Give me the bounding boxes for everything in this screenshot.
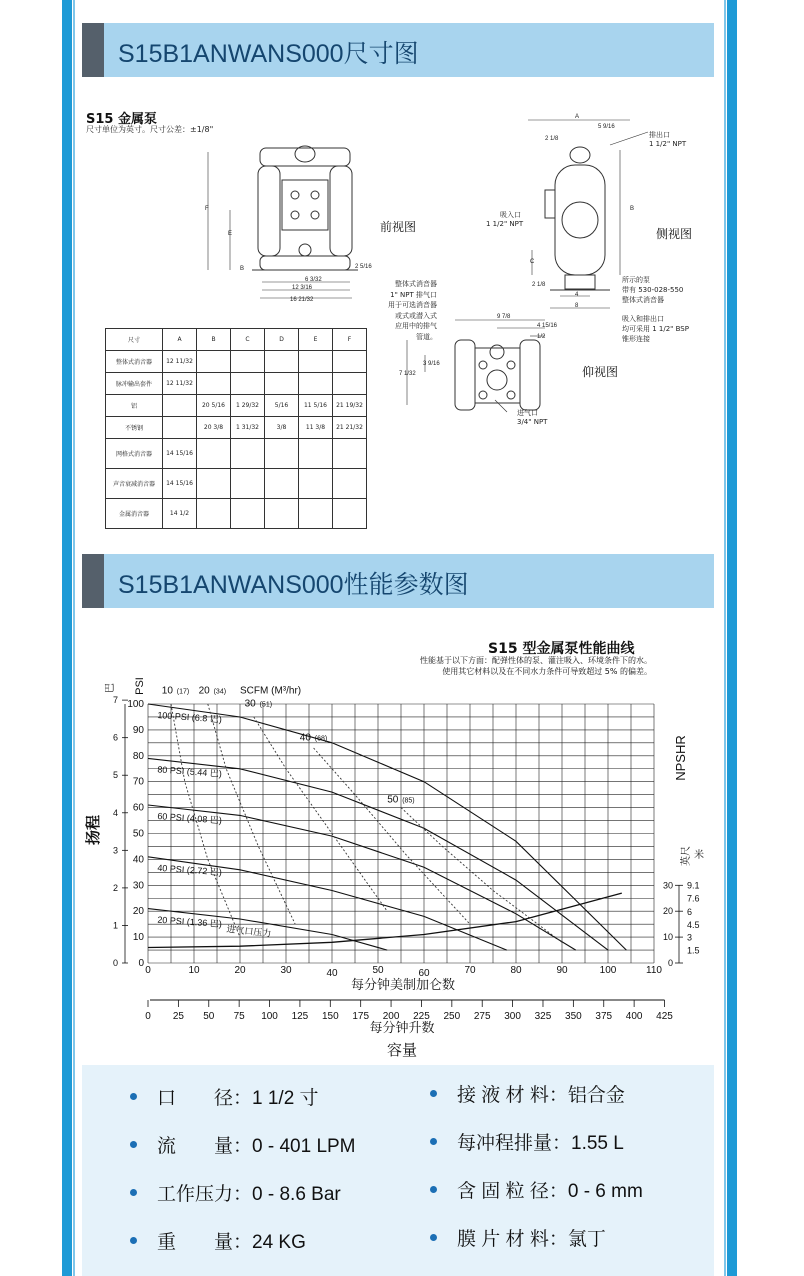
y-tick-label-bar: 5 [112, 770, 118, 781]
air-consumption-curve [314, 748, 470, 924]
table-row [106, 395, 367, 417]
specs-panel [82, 1065, 714, 1276]
table-cell: 网格式消音器 [106, 439, 163, 469]
spec-value: 0 - 401 LPM [252, 1136, 356, 1157]
dim-label-4: 4 [575, 292, 579, 298]
table-cell [299, 439, 333, 469]
bsp-note-line: 锥形连接 [622, 335, 650, 343]
muffler-note-line: 或式或潜入式 [395, 311, 437, 320]
y-tick-label-psi: 20 [132, 906, 144, 918]
dim-label-6-3-32: 6 3/32 [305, 277, 322, 283]
page-frame-right [727, 0, 737, 1276]
table-cell: 11 3/8 [299, 417, 333, 439]
page-frame-left [62, 0, 72, 1276]
dim-label-a: A [575, 114, 580, 120]
bullet-icon [130, 1141, 137, 1148]
dimension-subheading: 尺寸单位为英寸。尺寸公差：±1/8" [86, 125, 214, 134]
pump-note [622, 275, 683, 305]
muffler-note-line: 应用中的排气 [395, 322, 437, 330]
performance-chart [80, 670, 730, 1065]
pressure-curve-label: 40 PSI (2.72 巴) [157, 862, 223, 878]
dim-label-16-21-32: 16 21/32 [290, 297, 314, 303]
table-row [106, 417, 367, 439]
table-cell [333, 499, 367, 529]
muffler-note-line: 1" NPT 排气口 [390, 290, 437, 299]
chart-title: S15 型金属泵性能曲线 [488, 641, 635, 657]
muffler-note-line: 管道。 [416, 332, 437, 341]
npshr-tick-label-ft: 0 [667, 958, 673, 968]
dim-label-f: F [205, 206, 209, 212]
bullet-icon [430, 1186, 437, 1193]
table-cell [197, 373, 231, 395]
dim-label-1-2: 1/2 [537, 334, 546, 340]
x-tick-label-lpm: 275 [473, 1011, 491, 1022]
bullet-icon [130, 1093, 137, 1100]
table-header-cell: D [265, 329, 299, 351]
air-curve-label-metric: (17) [176, 688, 190, 696]
spec-value: 铝合金 [567, 1085, 625, 1106]
x-tick-label-gpm: 70 [464, 965, 476, 976]
x-tick-label-gpm: 100 [599, 965, 617, 976]
air-curve-label-metric: (68) [314, 735, 328, 743]
air-curve-label-metric: (51) [259, 701, 273, 709]
x-tick-label-gpm: 0 [145, 965, 151, 976]
spec-item [430, 1080, 625, 1107]
y-tick-label-bar: 2 [112, 882, 118, 893]
spec-key: 口 径： [157, 1088, 253, 1109]
x-tick-label-gpm: 40 [326, 968, 338, 979]
table-cell [163, 395, 197, 417]
dim-label-9-7-8: 9 7/8 [497, 314, 511, 320]
dim-label-c: C [530, 259, 535, 265]
y-unit-bar: 巴 [105, 683, 116, 693]
spec-item [430, 1176, 643, 1203]
npshr-tick-label-m: 6 [687, 907, 693, 918]
dim-label-2-1-8-bottom: 2 1/8 [532, 282, 546, 288]
x-tick-label-lpm: 100 [261, 1011, 278, 1022]
table-cell: 不锈钢 [106, 417, 163, 439]
spec-item [430, 1224, 606, 1251]
x-tick-label-gpm: 90 [556, 965, 568, 976]
spec-key: 膜 片 材 料： [457, 1229, 568, 1250]
x-tick-label-lpm: 125 [291, 1011, 309, 1022]
section-title: S15B1ANWANS000尺寸图 [118, 40, 419, 68]
dim-label-e: E [228, 231, 233, 237]
x-axis-title-lpm: 每分钟升数 [369, 1020, 435, 1035]
pressure-curve-label: 100 PSI (6.8 巴) [157, 710, 223, 725]
x-tick-label-lpm: 75 [233, 1011, 245, 1022]
dim-label-5-9-16: 5 9/16 [598, 124, 615, 130]
dim-label-3-9-16: 3 9/16 [423, 361, 440, 367]
x-tick-label-lpm: 225 [413, 1011, 430, 1022]
spec-key: 含 固 粒 径： [457, 1181, 568, 1202]
section-banner-performance [82, 554, 714, 608]
front-view-drawing [200, 140, 380, 310]
pressure-curve-label: 20 PSI (1.36 巴) [157, 914, 223, 930]
discharge-npt: 1 1/2" NPT [649, 140, 687, 148]
table-row [106, 439, 367, 469]
bullet-icon [430, 1234, 437, 1241]
spec-key: 工作压力： [157, 1184, 253, 1205]
npshr-tick-label-m: 3 [687, 932, 693, 943]
npshr-label: NPSHR [673, 735, 688, 781]
table-cell: 14 1/2 [163, 499, 197, 529]
spec-key: 重 量： [157, 1232, 253, 1253]
bsp-note-line: 吸入和排出口 [622, 315, 664, 323]
table-cell [333, 351, 367, 373]
table-cell: 铝 [106, 395, 163, 417]
table-cell [197, 351, 231, 373]
pressure-curve-label: 80 PSI (5.44 巴) [157, 764, 223, 779]
dim-label-side-b: B [630, 206, 635, 212]
y-tick-label-psi: 10 [132, 932, 144, 944]
dim-label-2-5-16: 2 5/16 [355, 264, 372, 270]
dim-label-b: B [240, 266, 245, 272]
table-cell [231, 351, 265, 373]
dimension-table [105, 328, 367, 529]
table-cell: 金属消音器 [106, 499, 163, 529]
suction-npt: 1 1/2" NPT [486, 220, 524, 228]
table-cell: 1 29/32 [231, 395, 265, 417]
table-row [106, 373, 367, 395]
muffler-note-line: 整体式消音器 [395, 280, 437, 288]
spec-value: 1.55 L [571, 1133, 624, 1154]
muffler-note-line: 用于可选消音器 [388, 301, 437, 309]
x-tick-label-gpm: 60 [418, 968, 430, 979]
table-row [106, 499, 367, 529]
x-tick-label-lpm: 200 [382, 1011, 400, 1022]
table-cell [231, 373, 265, 395]
banner-accent-bar [82, 23, 104, 77]
x-axis-title-gpm: 每分钟美制加仑数 [350, 977, 456, 992]
spec-key: 流 量： [157, 1136, 253, 1157]
air-curve-label-metric: (85) [402, 797, 415, 805]
table-header-cell: C [231, 329, 265, 351]
spec-value: 氯丁 [567, 1229, 606, 1250]
x-tick-label-lpm: 300 [504, 1011, 521, 1022]
dim-label-7-1-32: 7 1/32 [399, 371, 416, 377]
spec-value: 24 KG [252, 1232, 306, 1253]
x-tick-label-lpm: 375 [595, 1011, 613, 1022]
table-cell: 20 5/16 [197, 395, 231, 417]
x-tick-label-lpm: 425 [656, 1011, 673, 1022]
y-tick-label-psi: 70 [132, 776, 144, 788]
bsp-note-line: 均可采用 1 1/2" BSP [622, 325, 689, 333]
y-tick-label-psi: 60 [132, 802, 144, 814]
spec-key: 接 液 材 料： [457, 1085, 568, 1106]
x-tick-label-lpm: 400 [625, 1011, 643, 1022]
table-cell: 21 19/32 [333, 395, 367, 417]
table-cell [333, 439, 367, 469]
table-cell: 14 15/16 [163, 469, 197, 499]
table-cell: 声音衰减消音器 [106, 469, 163, 499]
spec-key: 每冲程排量： [457, 1133, 572, 1154]
table-header-cell: E [299, 329, 333, 351]
table-header-cell: A [163, 329, 197, 351]
side-view-label: 侧视图 [656, 227, 693, 241]
npshr-unit-ft: 英尺 [681, 846, 692, 866]
table-cell: 3/8 [265, 417, 299, 439]
x-tick-label-gpm: 10 [188, 965, 200, 976]
y-tick-label-bar: 4 [112, 807, 118, 818]
y-tick-label-bar: 0 [112, 958, 118, 968]
spec-item [130, 1131, 356, 1158]
x-tick-label-lpm: 150 [321, 1011, 339, 1022]
scfm-label: SCFM (M³/hr) [240, 685, 302, 697]
air-consumption-curve [254, 717, 387, 911]
pressure-curve-label: 60 PSI (4.08 巴) [157, 811, 223, 826]
spec-item [130, 1083, 319, 1110]
air-consumption-curve [208, 701, 295, 924]
npshr-tick-label-m: 1.5 [687, 945, 700, 956]
y-tick-label-psi: 50 [132, 828, 144, 840]
spec-value: 1 1/2 寸 [252, 1088, 319, 1109]
dim-label-4-15-16: 4 15/16 [537, 323, 558, 329]
air-curve-label: 10 [161, 685, 173, 697]
table-header-row [106, 329, 367, 351]
table-cell [197, 439, 231, 469]
table-cell: 5/16 [265, 395, 299, 417]
npshr-unit-m: 米 [694, 850, 704, 861]
air-curve-label: 30 [244, 698, 256, 710]
air-curve-label-metric: (34) [213, 688, 227, 696]
table-cell [265, 469, 299, 499]
bullet-icon [130, 1237, 137, 1244]
table-cell [265, 499, 299, 529]
section-banner-dimensions [82, 23, 714, 77]
dimension-heading: S15 金属泵 [86, 112, 157, 127]
x-tick-label-lpm: 25 [172, 1011, 184, 1022]
table-cell [265, 351, 299, 373]
y-tick-label-psi: 0 [138, 958, 144, 969]
table-cell: 21 21/32 [333, 417, 367, 439]
chart-note-2: 使用其它材料以及在不同水力条件可导致超过 5% 的偏差。 [442, 667, 652, 676]
table-cell [299, 469, 333, 499]
y-tick-label-psi: 100 [127, 699, 144, 710]
x-tick-label-gpm: 50 [372, 965, 384, 976]
x-tick-label-lpm: 50 [203, 1011, 215, 1022]
table-header-cell: B [197, 329, 231, 351]
table-cell [231, 439, 265, 469]
air-curve-label: 20 [198, 685, 210, 697]
table-cell [265, 373, 299, 395]
spec-value: 0 - 6 mm [567, 1181, 643, 1202]
npshr-tick-label-ft: 20 [662, 906, 673, 917]
chart-note-1: 性能基于以下方面：配弹性体的泵、灌注吸入、环境条件下的水。 [420, 656, 652, 665]
inlet-npt: 3/4" NPT [517, 418, 548, 426]
npshr-tick-label-ft: 30 [662, 880, 673, 891]
table-cell [231, 469, 265, 499]
table-row [106, 351, 367, 373]
table-cell [299, 499, 333, 529]
spec-value: 0 - 8.6 Bar [252, 1184, 341, 1205]
y-axis-title: 扬程 [85, 814, 102, 846]
table-cell: 20 3/8 [197, 417, 231, 439]
table-cell [197, 469, 231, 499]
table-cell [197, 499, 231, 529]
x-tick-label-gpm: 20 [234, 965, 246, 976]
dim-label-12-3-16: 12 3/16 [292, 285, 313, 291]
air-curve-label: 40 [299, 732, 311, 744]
pressure-curve [148, 701, 626, 950]
x-tick-label-gpm: 110 [646, 965, 662, 976]
table-header-cell: F [333, 329, 367, 351]
discharge-label: 排出口 [649, 131, 670, 139]
y-tick-label-psi: 30 [132, 880, 144, 892]
table-cell [333, 373, 367, 395]
suction-label: 吸入口 [500, 211, 521, 219]
pump-note-line: 整体式消音器 [622, 296, 664, 304]
npshr-tick-label-ft: 10 [662, 932, 673, 943]
bottom-view-drawing [395, 310, 570, 430]
x-tick-label-lpm: 350 [565, 1011, 582, 1022]
front-view-label: 前视图 [380, 220, 417, 234]
spec-item [130, 1179, 341, 1206]
inlet-label: 进气口 [517, 409, 538, 417]
table-header-cell: 尺寸 [106, 329, 163, 351]
spec-item [430, 1128, 624, 1155]
x-tick-label-lpm: 325 [534, 1011, 552, 1022]
y-tick-label-psi: 90 [132, 724, 144, 736]
y-unit-psi: PSI [134, 677, 146, 695]
npshr-tick-label-m: 9.1 [687, 880, 700, 891]
table-cell [299, 351, 333, 373]
y-tick-label-bar: 3 [112, 845, 118, 856]
npshr-tick-label-m: 7.6 [687, 893, 700, 904]
bottom-view-label: 仰视图 [582, 365, 619, 379]
air-pressure-label: 进气口压力 [225, 923, 272, 939]
y-tick-label-psi: 40 [132, 854, 144, 866]
y-tick-label-bar: 7 [112, 695, 118, 706]
table-cell: 脉冲输出套件 [106, 373, 163, 395]
table-cell [265, 439, 299, 469]
bullet-icon [130, 1189, 137, 1196]
table-cell: 12 11/32 [163, 351, 197, 373]
bsp-note [622, 314, 689, 344]
table-cell [231, 499, 265, 529]
bullet-icon [430, 1138, 437, 1145]
table-cell: 14 15/16 [163, 439, 197, 469]
dim-label-8: 8 [575, 303, 579, 309]
x-tick-label-gpm: 30 [280, 965, 292, 976]
table-cell [299, 373, 333, 395]
y-tick-label-bar: 6 [112, 732, 118, 743]
x-axis-title-main: 容量 [386, 1042, 418, 1059]
table-cell [163, 417, 197, 439]
air-curve-label: 50 [387, 794, 399, 806]
dim-label-2-1-8-top: 2 1/8 [545, 136, 559, 142]
banner-accent-bar [82, 554, 104, 608]
spec-item [130, 1227, 306, 1254]
y-tick-label-psi: 80 [132, 750, 144, 762]
table-cell: 11 5/16 [299, 395, 333, 417]
table-cell: 整体式消音器 [106, 351, 163, 373]
table-cell [333, 469, 367, 499]
pump-note-line: 带有 530-028-550 [622, 286, 684, 294]
pump-note-line: 所示的泵 [622, 276, 650, 284]
x-tick-label-gpm: 80 [510, 965, 522, 976]
section-title: S15B1ANWANS000性能参数图 [118, 571, 469, 599]
bullet-icon [430, 1090, 437, 1097]
table-cell: 1 31/32 [231, 417, 265, 439]
x-tick-label-lpm: 175 [352, 1011, 370, 1022]
table-cell: 12 11/32 [163, 373, 197, 395]
y-tick-label-bar: 1 [112, 920, 118, 931]
x-tick-label-lpm: 0 [145, 1011, 151, 1022]
x-tick-label-lpm: 250 [443, 1011, 461, 1022]
table-row [106, 469, 367, 499]
npshr-tick-label-m: 4.5 [687, 919, 700, 930]
